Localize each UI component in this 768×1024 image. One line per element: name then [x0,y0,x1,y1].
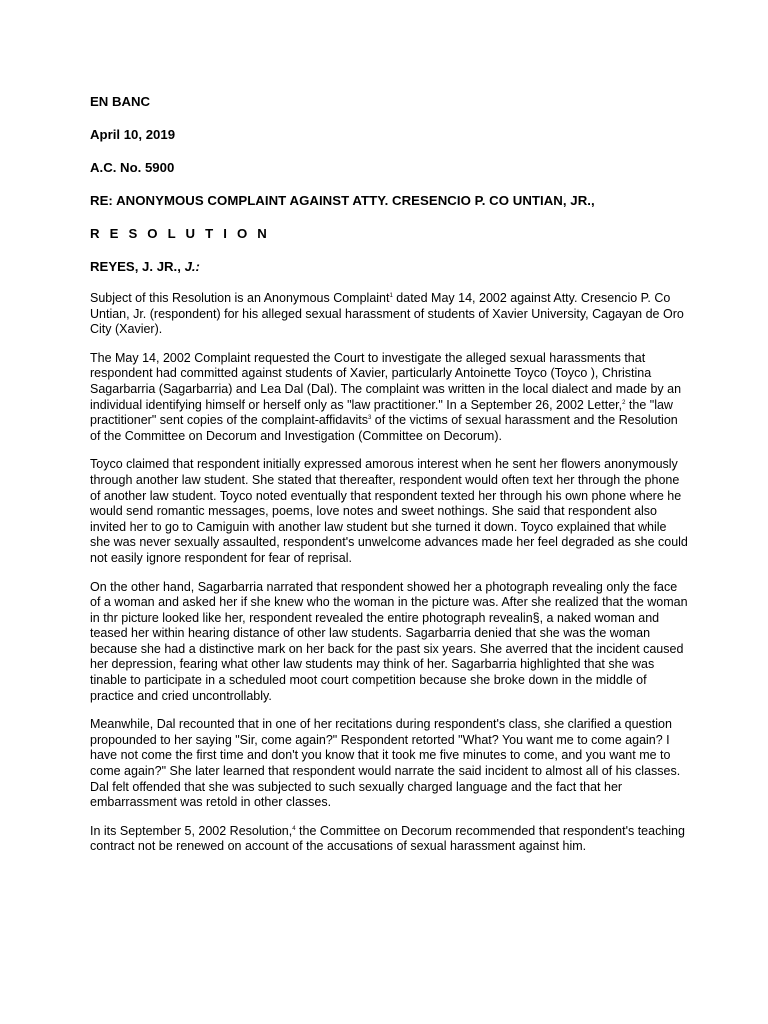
footnote-ref-1[interactable]: 1 [389,292,393,299]
paragraph-1 [90,291,690,338]
paragraph-2-text-a: The May 14, 2002 Complaint requested the Court to investigate the alleged sexual harassments that respondent had committed against students of Xavier, particularly Antoinette Toyco (Toyco ), Christina Sagarbarria (Sagarbarria) and Lea Dal (Dal). The complaint was written in the local dialect and made by an individual identifying himself or herself only as "law practitioner." In a September 26, 2002 Letter, [90,350,682,412]
case-caption: RE: ANONYMOUS COMPLAINT AGAINST ATTY. CRESENCIO P. CO UNTIAN, JR., [90,193,595,208]
document-page [90,94,690,868]
ponente-name: REYES, J. JR., [90,259,181,274]
paragraph-3: Toyco claimed that respondent initially expressed amorous interest when he sent her flowers anonymously through another law student. She stated that thereafter, respondent would often text her through the phone of another law student. Toyco noted eventually that respondent texted her through his own phone where he would send romantic messages, poems, love notes and sweet nothings. She said that respondent also invited her to go to Camiguin with another law student but she turned it down. Toyco explained that while she was never sexually assaulted, respondent's unwelcome advances made her feel degraded as she could not easily ignore respondent for fear of reprisal. [90,457,688,565]
case-number: A.C. No. 5900 [90,160,175,175]
paragraph-2-text-c: of the victims of sexual harassment and the Resolution of the Committee on Decorum and Investigation (Committee on Decorum). [90,413,678,443]
court-division: EN BANC [90,94,151,109]
paragraph-6-text-b: the Committee on Decorum recommended that respondent's teaching contract not be renewed on account of the accusations of sexual harassment against him. [90,823,685,854]
paragraph-6 [90,824,690,855]
paragraph-2 [90,351,690,445]
footnote-ref-2[interactable]: 2 [622,399,626,406]
paragraph-4: On the other hand, Sagarbarria narrated that respondent showed her a photograph revealing only the face of a woman and asked her if she knew who the woman in the picture was. After she realized that the woman in thr picture looked like her, respondent revealed the entire photograph revealin§, a naked woman and teased her within hearing distance of other law students. Sagarbarria denied that she was the woman because she had a distinctive mark on her back for the past six years. She averred that the incident caused her depression, fearing what other law students may think of her. Sagarbarria highlighted that she was tinable to participate in a scheduled moot court competition because she broke down in the middle of practice and cried uncontrollably. [90,579,688,703]
ponente-title: J.: [184,259,200,274]
ponente [90,259,690,275]
paragraph-1-text-b: dated May 14, 2002 against Atty. Cresencio P. Co Untian, Jr. (respondent) for his alleged sexual harassment of students of Xavier University, Cagayan de Oro City (Xavier). [90,291,684,337]
paragraph-6-text-a: In its September 5, 2002 Resolution, [90,823,293,838]
decision-date: April 10, 2019 [90,127,176,142]
paragraph-1-text-a: Subject of this Resolution is an Anonymous Complaint [90,291,390,305]
document-type: R E S O L U T I O N [90,226,270,241]
footnote-ref-4[interactable]: 4 [292,825,296,832]
paragraph-5: Meanwhile, Dal recounted that in one of her recitations during respondent's class, she clarified a question propounded to her saying "Sir, come again?" Respondent retorted "What? You want me to come again? I have not come the first time and don't you know that it took me five minutes to come, and you want me to come again?" She later learned that respondent would narrate the said incident to almost all of his classes. Dal felt offended that she was subjected to such sexually charged language and the fact that her embarrassment was retold in other classes. [90,717,681,810]
paragraph-2-text-b: the "law practitioner" sent copies of the complaint-affidavits [90,397,673,428]
footnote-ref-3[interactable]: 3 [367,415,372,421]
